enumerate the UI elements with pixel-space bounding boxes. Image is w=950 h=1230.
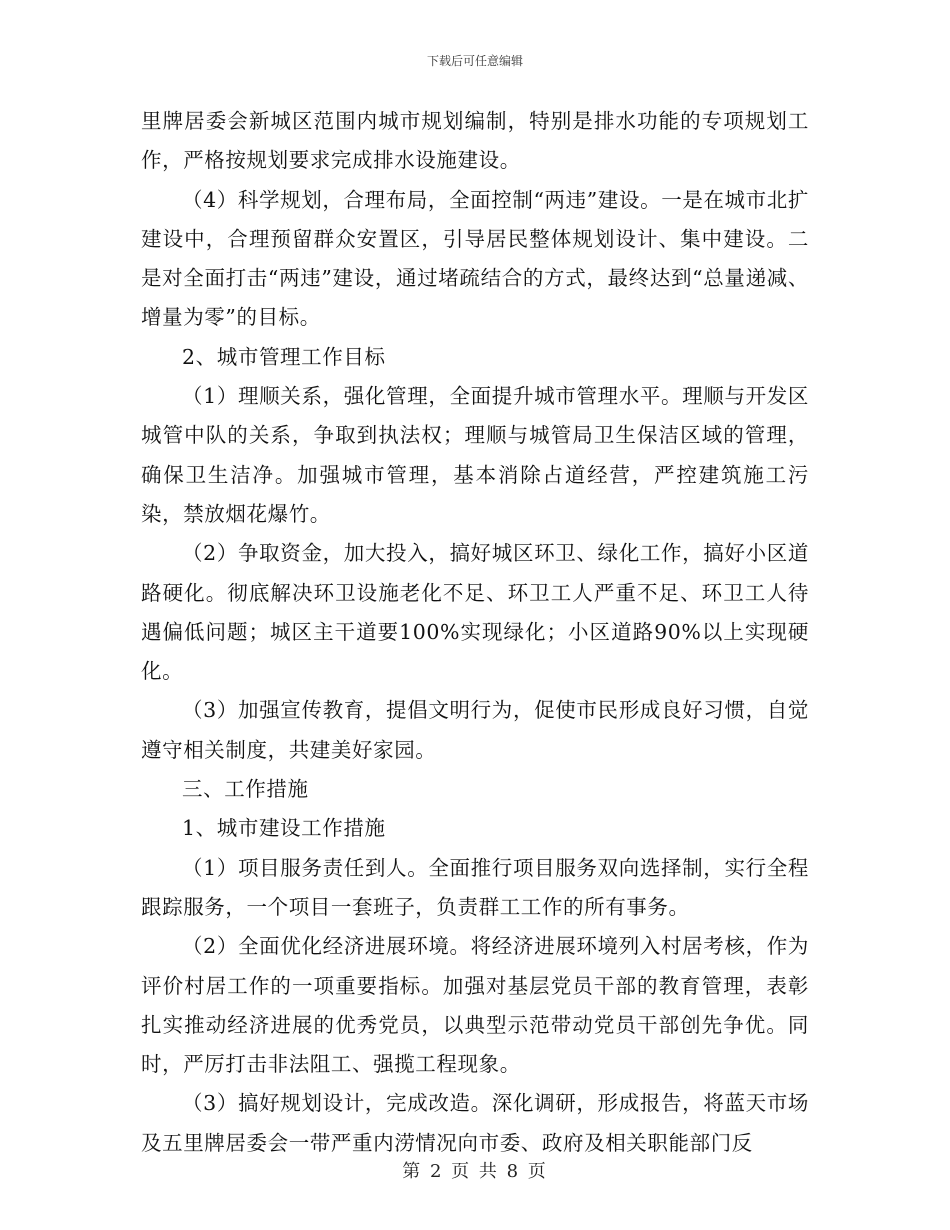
section-heading-work-measures: 三、工作措施 — [182, 777, 309, 802]
paragraph-measure-item-3: （3）搞好规划设计，完成改造。深化调研，形成报告，将蓝天市场及五里牌居委会一带严重内涝情况向市委、政府及相关职能部门反 — [141, 1091, 809, 1155]
page-number-footer: 第 2 页 共 8 页 — [402, 1161, 548, 1182]
paragraph-measure-item-1: （1）项目服务责任到人。全面推行项目服务双向选择制，实行全程跟踪服务，一个项目一套班子，负责群工工作的所有事务。 — [141, 855, 809, 919]
paragraph-item-4: （4）科学规划，合理布局，全面控制“两违”建设。一是在城市北扩建设中，合理预留群众安置区，引导居民整体规划设计、集中建设。二是对全面打击“两违”建设，通过堵疏结合的方式，最终达到“总量递减、增量为零”的目标。 — [141, 187, 809, 330]
paragraph-management-item-1: （1）理顺关系，强化管理，全面提升城市管理水平。理顺与开发区城管中队的关系，争取到执法权；理顺与城管局卫生保洁区域的管理，确保卫生洁净。加强城市管理，基本消除占道经营，严控建筑施工污染，禁放烟花爆竹。 — [141, 384, 809, 526]
paragraph-management-item-2: （2）争取资金，加大投入，搞好城区环卫、绿化工作，搞好小区道路硬化。彻底解决环卫设施老化不足、环卫工人严重不足、环卫工人待遇偏低问题；城区主干道要100%实现绿化；小区道路90%以上实现硬化。 — [141, 541, 809, 684]
section-heading-city-management-goals: 2、城市管理工作目标 — [182, 344, 386, 369]
paragraph-continuation: 里牌居委会新城区范围内城市规划编制，特别是排水功能的专项规划工作，严格按规划要求完成排水设施建设。 — [141, 109, 809, 173]
section-heading-construction-measures: 1、城市建设工作措施 — [182, 816, 386, 841]
page-header: 下载后可任意编辑 — [426, 54, 523, 68]
paragraph-measure-item-2: （2）全面优化经济进展环境。将经济进展环境列入村居考核，作为评价村居工作的一项重要指标。加强对基层党员干部的教育管理，表彰扎实推动经济进展的优秀党员，以典型示范带动党员干部创先争优。同时，严厉打击非法阻工、强揽工程现象。 — [141, 934, 809, 1077]
paragraph-management-item-3: （3）加强宣传教育，提倡文明行为，促使市民形成良好习惯，自觉遵守相关制度，共建美好家园。 — [141, 698, 809, 762]
document-body — [141, 102, 809, 1163]
